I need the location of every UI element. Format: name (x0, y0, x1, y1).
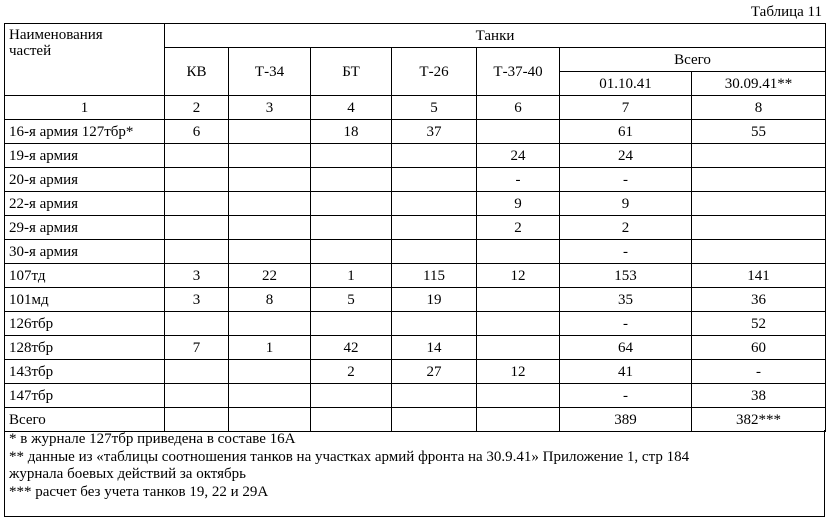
table-row (5, 360, 826, 384)
cell-t34 (229, 168, 311, 192)
table-row (5, 192, 826, 216)
cell-t34 (229, 312, 311, 336)
col-number: 7 (560, 96, 692, 120)
cell-total1: 9 (560, 192, 692, 216)
cell-bt (311, 144, 392, 168)
cell-bt: 1 (311, 264, 392, 288)
cell-t3740: 24 (477, 144, 560, 168)
cell-bt (311, 408, 392, 432)
cell-t3740: - (477, 168, 560, 192)
cell-total2 (692, 192, 826, 216)
table-row (5, 288, 826, 312)
cell-t34: 22 (229, 264, 311, 288)
col-number: 4 (311, 96, 392, 120)
cell-kv (165, 360, 229, 384)
cell-kv: 3 (165, 264, 229, 288)
cell-t26 (392, 408, 477, 432)
header-date2: 30.09.41** (692, 72, 826, 96)
footnote: ** данные из «таблицы соотношения танков на участках армий фронта на 30.9.41» Приложение 1, стр 184 (9, 448, 690, 465)
table-row (5, 312, 826, 336)
cell-bt (311, 216, 392, 240)
cell-total2: 55 (692, 120, 826, 144)
cell-total2 (692, 240, 826, 264)
cell-kv: 3 (165, 288, 229, 312)
cell-total2: 141 (692, 264, 826, 288)
table-row (5, 336, 826, 360)
cell-t3740 (477, 288, 560, 312)
cell-t26: 115 (392, 264, 477, 288)
cell-total1: 389 (560, 408, 692, 432)
table-caption: Таблица 11 (750, 4, 822, 20)
cell-t3740: 2 (477, 216, 560, 240)
cell-kv (165, 192, 229, 216)
cell-t26 (392, 216, 477, 240)
cell-name: 16-я армия 127тбр* (5, 120, 165, 144)
header-tanks: Танки (165, 24, 826, 48)
header-bt: БТ (311, 48, 392, 96)
table-row (5, 408, 826, 432)
cell-t3740 (477, 384, 560, 408)
cell-total2 (692, 216, 826, 240)
cell-t34 (229, 408, 311, 432)
header-date1: 01.10.41 (560, 72, 692, 96)
cell-total1: - (560, 312, 692, 336)
tanks-table (4, 23, 826, 432)
footnote: *** расчет без учета танков 19, 22 и 29А (9, 483, 269, 500)
cell-t26 (392, 384, 477, 408)
cell-name: 147тбр (5, 384, 165, 408)
cell-total1: 35 (560, 288, 692, 312)
cell-bt (311, 192, 392, 216)
cell-name: 19-я армия (5, 144, 165, 168)
cell-bt (311, 312, 392, 336)
col-number: 8 (692, 96, 826, 120)
cell-bt: 18 (311, 120, 392, 144)
cell-t26: 19 (392, 288, 477, 312)
cell-kv (165, 168, 229, 192)
cell-total1: 64 (560, 336, 692, 360)
cell-total2: 382*** (692, 408, 826, 432)
cell-total1: 2 (560, 216, 692, 240)
table-row (5, 120, 826, 144)
cell-total1: 153 (560, 264, 692, 288)
cell-kv (165, 312, 229, 336)
cell-total2 (692, 144, 826, 168)
cell-t26 (392, 240, 477, 264)
cell-total2: 52 (692, 312, 826, 336)
cell-t26 (392, 144, 477, 168)
header-units-line1: Наименования (9, 27, 103, 43)
cell-bt: 5 (311, 288, 392, 312)
cell-t26: 27 (392, 360, 477, 384)
cell-bt (311, 384, 392, 408)
col-number: 5 (392, 96, 477, 120)
cell-bt: 42 (311, 336, 392, 360)
cell-total1: 24 (560, 144, 692, 168)
cell-kv (165, 216, 229, 240)
cell-t34 (229, 216, 311, 240)
cell-t34: 8 (229, 288, 311, 312)
cell-t26: 37 (392, 120, 477, 144)
header-t26: Т-26 (392, 48, 477, 96)
table-row (5, 240, 826, 264)
cell-t34 (229, 384, 311, 408)
cell-total1: - (560, 240, 692, 264)
cell-kv (165, 408, 229, 432)
header-units-line2: частей (9, 43, 52, 59)
cell-t26 (392, 168, 477, 192)
cell-kv (165, 144, 229, 168)
cell-t3740: 12 (477, 264, 560, 288)
cell-kv (165, 240, 229, 264)
cell-name: 20-я армия (5, 168, 165, 192)
table-row (5, 384, 826, 408)
cell-name: Всего (5, 408, 165, 432)
cell-t34 (229, 120, 311, 144)
cell-t3740 (477, 312, 560, 336)
cell-t34 (229, 144, 311, 168)
col-number: 1 (5, 96, 165, 120)
cell-t34: 1 (229, 336, 311, 360)
cell-name: 29-я армия (5, 216, 165, 240)
cell-t26 (392, 312, 477, 336)
footnote: * в журнале 127тбр приведена в составе 16А (9, 431, 296, 447)
cell-total1: 61 (560, 120, 692, 144)
cell-bt (311, 168, 392, 192)
cell-kv (165, 384, 229, 408)
cell-bt: 2 (311, 360, 392, 384)
cell-t3740 (477, 120, 560, 144)
header-total: Всего (560, 48, 826, 72)
table-row (5, 168, 826, 192)
cell-total1: 41 (560, 360, 692, 384)
cell-bt (311, 240, 392, 264)
cell-total2: 60 (692, 336, 826, 360)
cell-name: 143тбр (5, 360, 165, 384)
cell-total2: 36 (692, 288, 826, 312)
table-row (5, 264, 826, 288)
cell-total1: - (560, 168, 692, 192)
cell-t26: 14 (392, 336, 477, 360)
cell-total2: 38 (692, 384, 826, 408)
cell-name: 128тбр (5, 336, 165, 360)
cell-name: 30-я армия (5, 240, 165, 264)
cell-total2: - (692, 360, 826, 384)
cell-t34 (229, 360, 311, 384)
cell-name: 22-я армия (5, 192, 165, 216)
cell-t3740 (477, 240, 560, 264)
col-number: 6 (477, 96, 560, 120)
cell-kv: 6 (165, 120, 229, 144)
cell-t34 (229, 240, 311, 264)
cell-t3740: 12 (477, 360, 560, 384)
header-kv: КВ (165, 48, 229, 96)
cell-total1: - (560, 384, 692, 408)
cell-name: 107тд (5, 264, 165, 288)
cell-t3740 (477, 336, 560, 360)
header-t34: Т-34 (229, 48, 311, 96)
cell-t3740 (477, 408, 560, 432)
cell-total2 (692, 168, 826, 192)
header-t3740: Т-37-40 (477, 48, 560, 96)
cell-name: 101мд (5, 288, 165, 312)
header-units (5, 24, 165, 96)
cell-t34 (229, 192, 311, 216)
footnotes (4, 430, 825, 517)
col-number: 2 (165, 96, 229, 120)
table-row (5, 216, 826, 240)
cell-t26 (392, 192, 477, 216)
footnote: журнала боевых действий за октябрь (9, 466, 247, 482)
col-number: 3 (229, 96, 311, 120)
cell-name: 126тбр (5, 312, 165, 336)
cell-t3740: 9 (477, 192, 560, 216)
table-row (5, 144, 826, 168)
cell-kv: 7 (165, 336, 229, 360)
